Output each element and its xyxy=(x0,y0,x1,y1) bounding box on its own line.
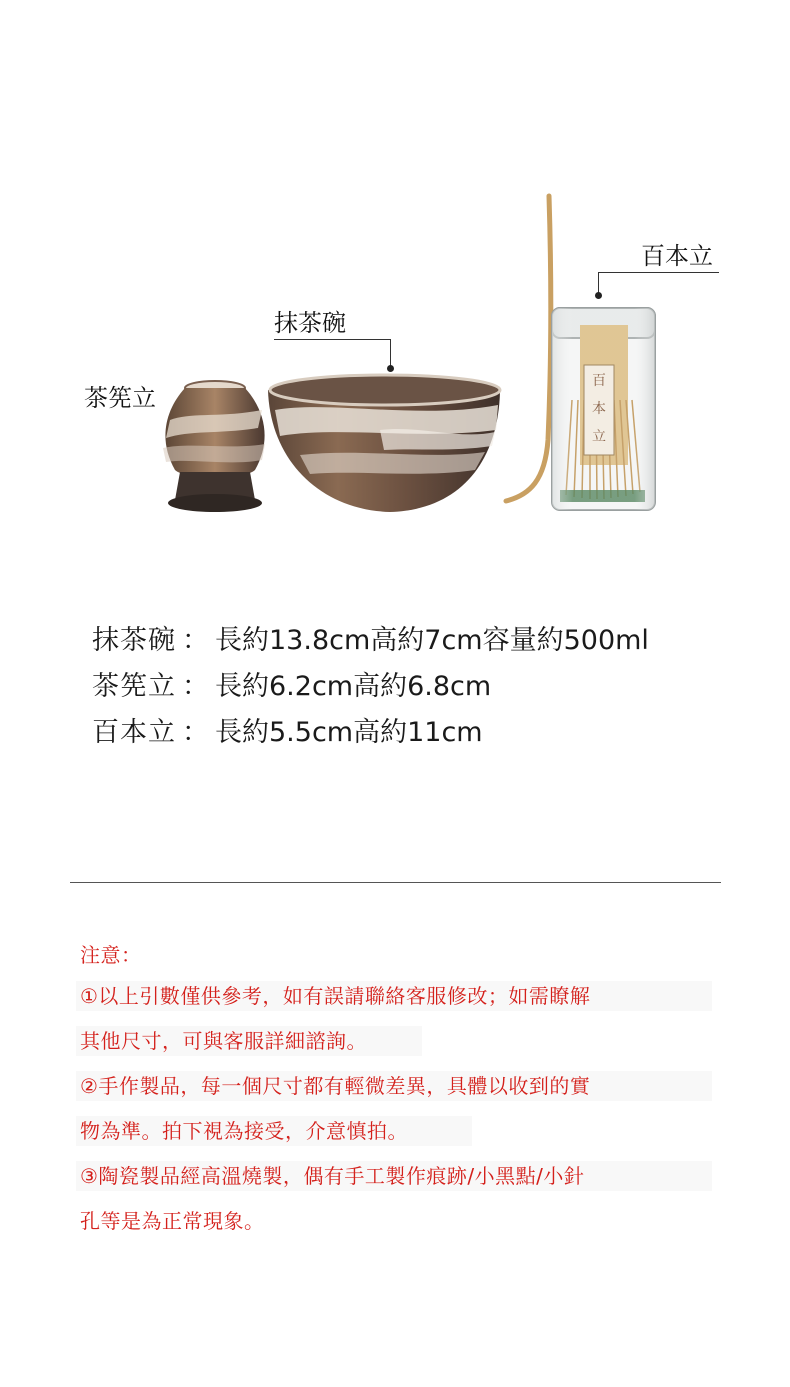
note-line-3: ②手作製品，每一個尺寸都有輕微差異，具體以收到的實 xyxy=(80,1074,591,1098)
whisk-tube-image xyxy=(552,308,655,510)
note-line-1: ①以上引數僅供參考，如有誤請聯絡客服修改；如需瞭解 xyxy=(80,984,591,1008)
spec-value: 長約5.5cm高約11cm xyxy=(215,717,483,748)
spec-value: 長約6.2cm高約6.8cm xyxy=(215,671,492,702)
callout-line-whisk-vertical xyxy=(598,272,599,294)
note-line-2: 其他尺寸，可與客服詳細諮詢。 xyxy=(80,1029,367,1053)
product-illustration xyxy=(0,0,790,560)
section-divider xyxy=(70,882,721,883)
callout-line-matcha-bowl-vertical xyxy=(390,339,391,367)
bamboo-scoop-image xyxy=(506,196,551,501)
note-line-5: ③陶瓷製品經高溫燒製，偶有手工製作痕跡/小黑點/小針 xyxy=(80,1164,585,1188)
spec-row-matcha-bowl xyxy=(92,627,649,654)
callout-dot-whisk xyxy=(595,292,602,299)
spec-row-whisk xyxy=(92,719,483,746)
callout-label-matcha-bowl: 抹茶碗 xyxy=(274,309,346,337)
notes-title: 注意： xyxy=(80,943,142,967)
callout-label-whisk: 百本立 xyxy=(641,242,713,270)
callout-label-whisk-stand: 茶筅立 xyxy=(84,384,156,412)
spec-name: 抹茶碗 xyxy=(92,625,176,656)
spec-name: 百本立 xyxy=(92,717,176,748)
spec-separator: ： xyxy=(182,717,209,748)
callout-line-matcha-bowl xyxy=(274,339,391,340)
spec-separator: ： xyxy=(182,671,209,702)
callout-dot-matcha-bowl xyxy=(387,365,394,372)
spec-value: 長約13.8cm高約7cm容量約500ml xyxy=(215,625,649,656)
note-line-6: 孔等是為正常現象。 xyxy=(80,1209,265,1233)
spec-name: 茶筅立 xyxy=(92,671,176,702)
spec-separator: ： xyxy=(182,625,209,656)
callout-line-whisk xyxy=(598,272,719,273)
note-line-4: 物為準。拍下視為接受，介意慎拍。 xyxy=(80,1119,408,1143)
whisk-stand-image xyxy=(163,381,265,512)
spec-row-whisk-stand xyxy=(92,673,491,700)
matcha-bowl-image xyxy=(268,375,500,512)
